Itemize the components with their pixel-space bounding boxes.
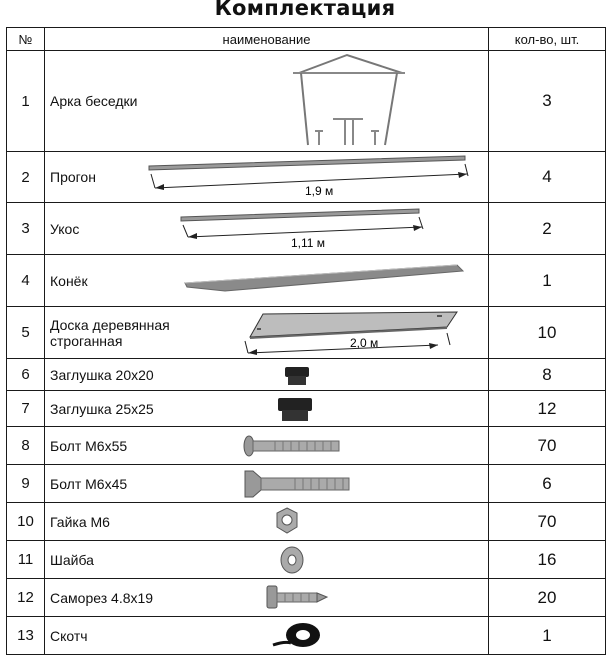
row-name: Доска деревянная строганная <box>50 316 170 349</box>
row-qty: 4 <box>489 152 606 203</box>
row-qty: 1 <box>489 255 606 307</box>
table-row <box>7 427 606 465</box>
parts-table <box>6 27 606 655</box>
row-num: 13 <box>7 617 45 655</box>
row-num: 7 <box>7 391 45 427</box>
brace-dimension: 1,11 м <box>291 236 326 250</box>
row-qty: 6 <box>489 465 606 503</box>
row-name: Арка беседки <box>50 93 138 109</box>
row-name: Укос <box>50 220 80 237</box>
table-row <box>7 465 606 503</box>
row-name-cell <box>45 427 489 465</box>
header-name: наименование <box>45 28 489 51</box>
row-num: 3 <box>7 203 45 255</box>
row-name-cell <box>45 465 489 503</box>
table-row <box>7 503 606 541</box>
row-num: 1 <box>7 51 45 152</box>
row-name-cell <box>45 307 489 359</box>
row-qty: 8 <box>489 359 606 391</box>
nut-icon <box>45 503 489 541</box>
table-row <box>7 617 606 655</box>
row-name-cell <box>45 503 489 541</box>
row-name-cell <box>45 579 489 617</box>
row-num: 11 <box>7 541 45 579</box>
row-qty: 70 <box>489 427 606 465</box>
header-num: № <box>7 28 45 51</box>
row-num: 8 <box>7 427 45 465</box>
row-name-cell <box>45 203 489 255</box>
table-row <box>7 203 606 255</box>
row-name-cell <box>45 541 489 579</box>
row-num: 4 <box>7 255 45 307</box>
row-num: 9 <box>7 465 45 503</box>
table-row <box>7 255 606 307</box>
plank-icon <box>45 307 489 359</box>
row-name: Болт М6х55 <box>50 437 128 454</box>
row-name: Гайка М6 <box>50 513 110 530</box>
row-name: Саморез 4.8х19 <box>50 589 154 606</box>
table-header-row <box>7 28 606 51</box>
row-name: Конёк <box>50 272 88 289</box>
carriage-bolt-icon <box>45 427 489 465</box>
purlin-dimension: 1,9 м <box>305 184 334 198</box>
row-qty: 70 <box>489 503 606 541</box>
row-qty: 3 <box>489 51 606 152</box>
cap-20-icon <box>45 359 489 391</box>
row-num: 6 <box>7 359 45 391</box>
row-name: Прогон <box>50 169 96 185</box>
table-row <box>7 541 606 579</box>
page-title: Комплектация <box>214 0 396 20</box>
table-row <box>7 152 606 203</box>
row-name: Шайба <box>50 551 94 568</box>
arch-icon <box>45 51 489 152</box>
row-name: Заглушка 20х20 <box>50 366 154 383</box>
table-row <box>7 391 606 427</box>
row-name: Скотч <box>50 627 88 644</box>
table-row <box>7 307 606 359</box>
row-name-cell <box>45 359 489 391</box>
row-qty: 10 <box>489 307 606 359</box>
row-name-cell <box>45 617 489 655</box>
row-name: Заглушка 25х25 <box>50 400 154 417</box>
row-qty: 12 <box>489 391 606 427</box>
cap-25-icon <box>45 391 489 427</box>
tape-icon <box>45 617 489 655</box>
ridge-icon <box>45 255 489 307</box>
row-name-cell <box>45 51 489 152</box>
plank-dimension: 2,0 м <box>350 336 379 350</box>
row-qty: 2 <box>489 203 606 255</box>
row-num: 5 <box>7 307 45 359</box>
self-tapping-screw-icon <box>45 579 489 617</box>
washer-icon <box>45 541 489 579</box>
table-row <box>7 359 606 391</box>
row-qty: 1 <box>489 617 606 655</box>
row-name-cell <box>45 391 489 427</box>
row-num: 10 <box>7 503 45 541</box>
header-qty: кол-во, шт. <box>489 28 606 51</box>
countersunk-bolt-icon <box>45 465 489 503</box>
table-row <box>7 51 606 152</box>
brace-icon <box>45 203 489 255</box>
row-name-cell <box>45 152 489 203</box>
row-qty: 20 <box>489 579 606 617</box>
row-name-cell <box>45 255 489 307</box>
table-row <box>7 579 606 617</box>
row-qty: 16 <box>489 541 606 579</box>
row-name: Болт М6х45 <box>50 475 128 492</box>
row-num: 12 <box>7 579 45 617</box>
row-num: 2 <box>7 152 45 203</box>
purlin-icon <box>45 152 489 203</box>
